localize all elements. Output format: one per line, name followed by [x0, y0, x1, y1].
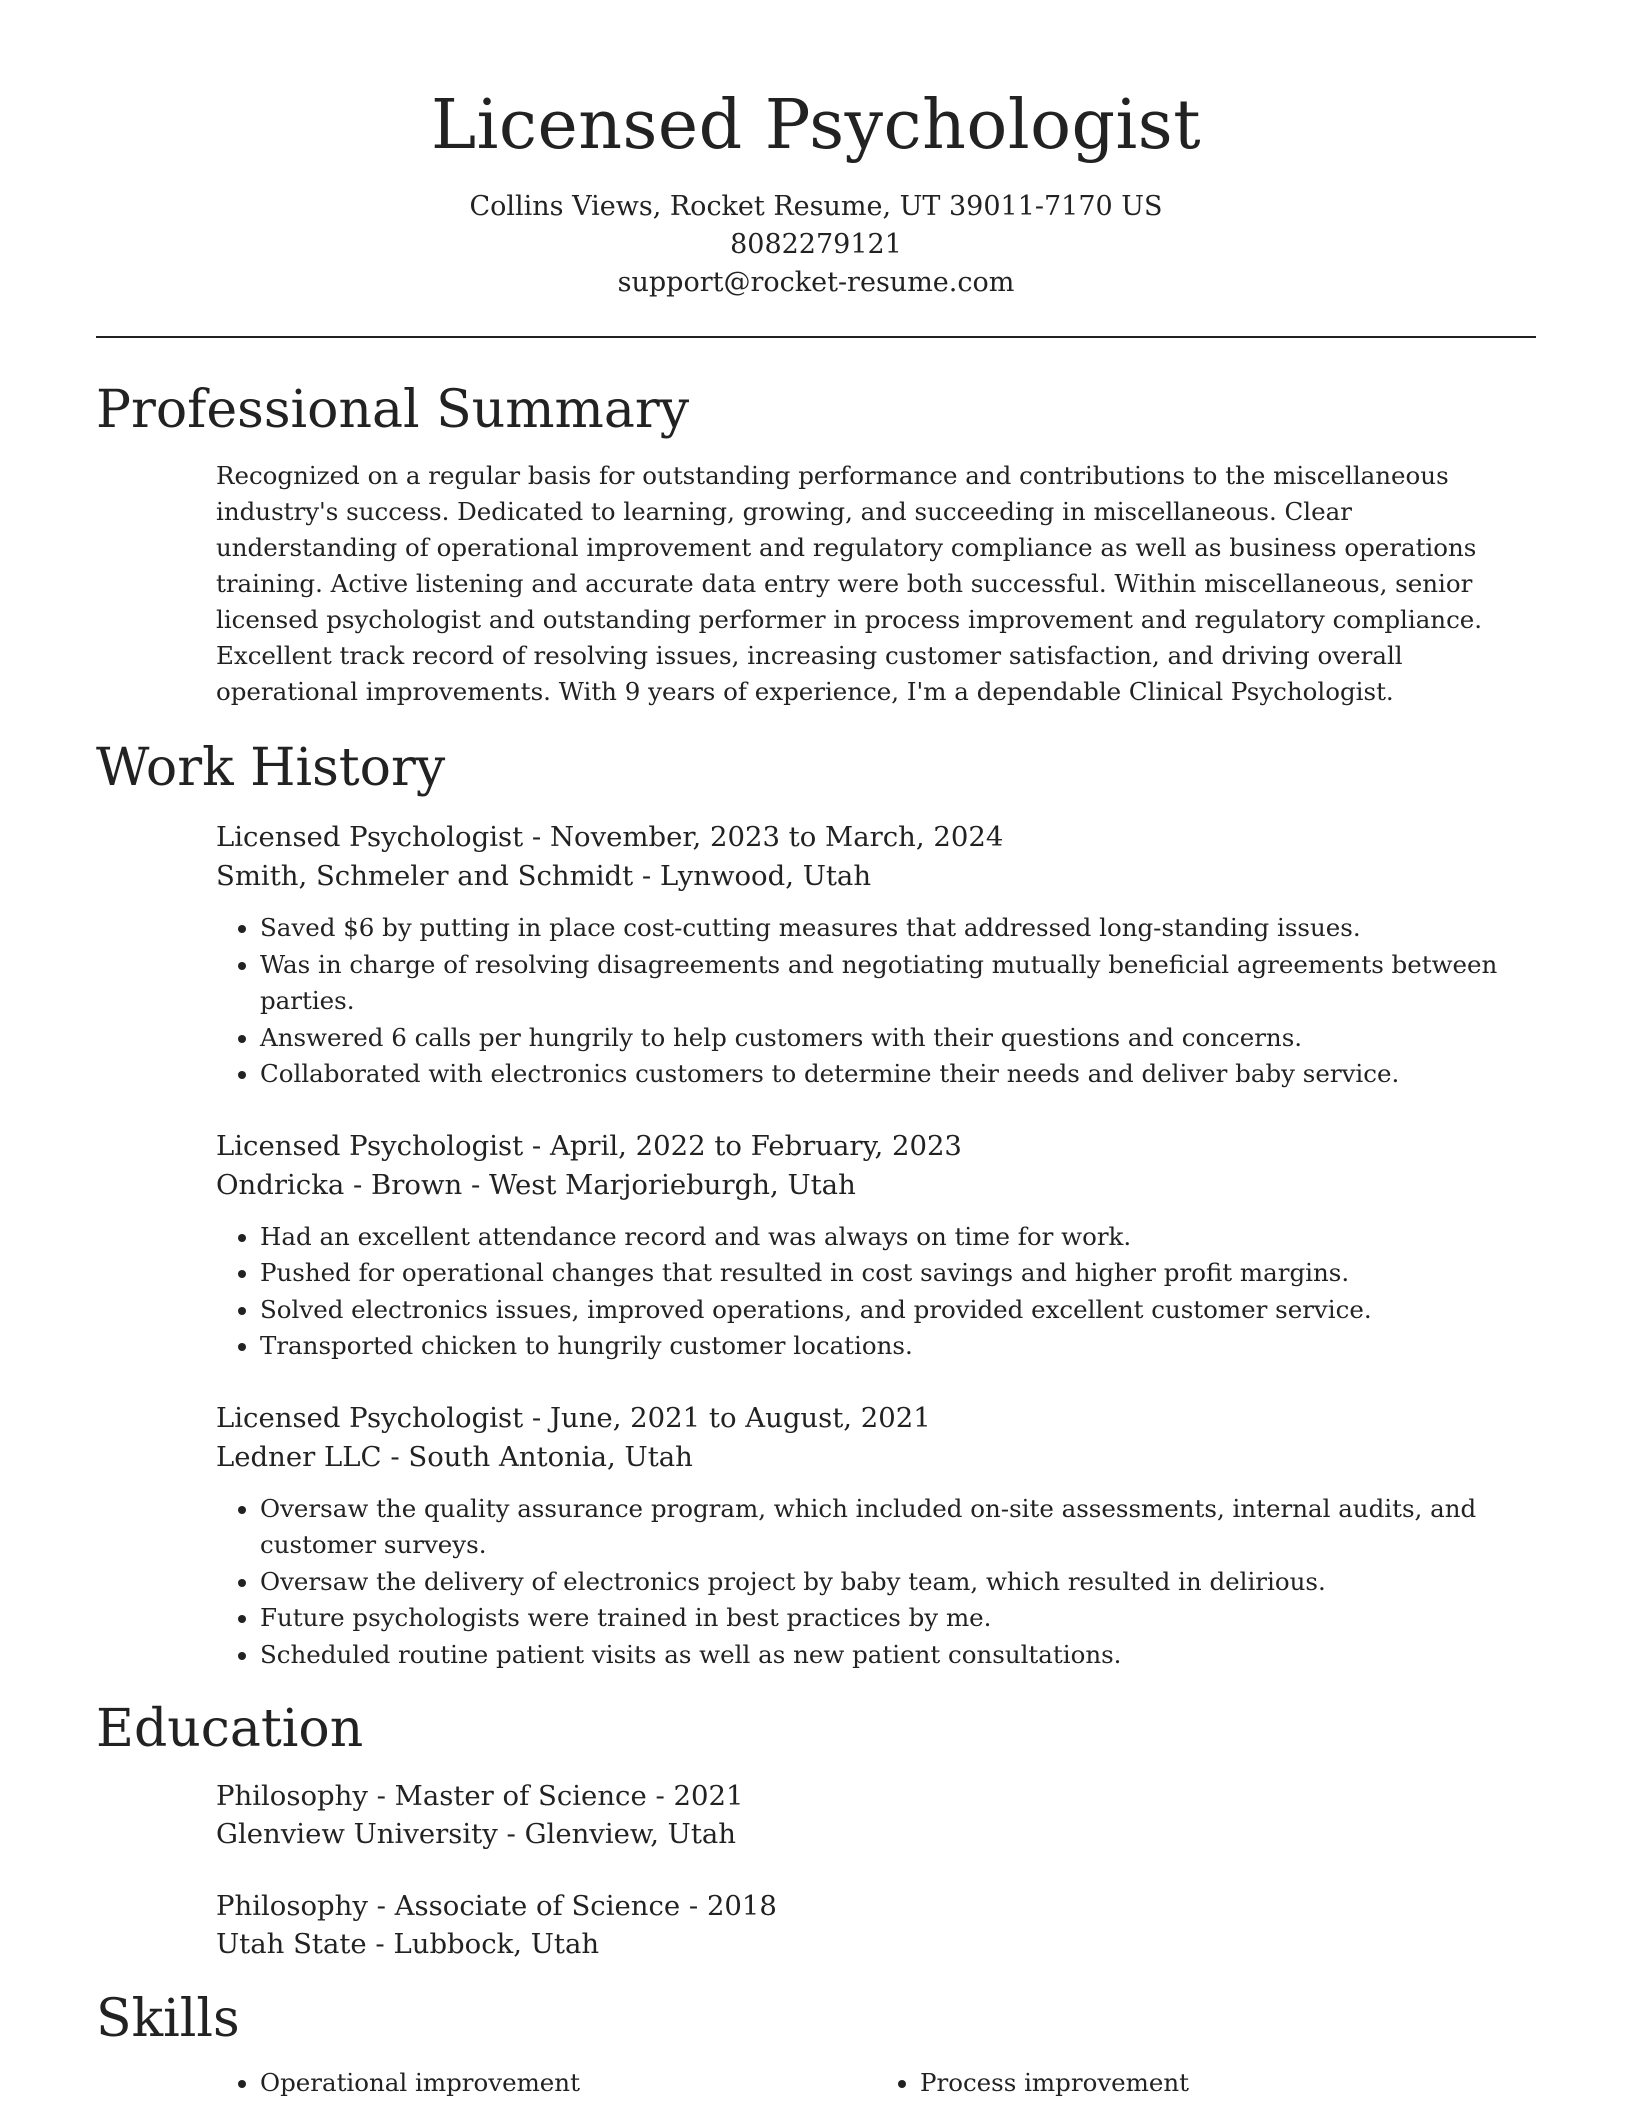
school-line: Utah State - Lubbock, Utah — [216, 1928, 600, 1960]
job-employer: Ledner LLC — [216, 1440, 382, 1473]
job-title-line: Licensed Psychologist - April, 2022 to February, 2023 — [216, 1129, 962, 1162]
degree-year: 2018 — [706, 1890, 777, 1922]
job-dates: June, 2021 to August, 2021 — [549, 1401, 931, 1434]
job-location: South Antonia, Utah — [408, 1440, 693, 1473]
degree-name: Associate of Science — [394, 1890, 681, 1922]
education-entry — [96, 1887, 1536, 1963]
list-item: • Answered 6 calls per hungrily to help customers with their questions and concerns. — [260, 1020, 1536, 1057]
degree-line: Philosophy - Master of Science - 2021 — [216, 1780, 744, 1812]
list-item: • Saved $6 by putting in place cost-cutting measures that addressed long-standing issues. — [260, 910, 1536, 947]
job-entry — [96, 1127, 1536, 1365]
job-location: Lynwood, Utah — [659, 860, 872, 892]
education-entry — [96, 1777, 1536, 1853]
work-history-heading: Work History — [96, 738, 446, 798]
job-dates: November, 2023 to March, 2024 — [549, 821, 1004, 853]
page-title: Licensed Psychologist — [430, 86, 1202, 165]
list-item: • Oversaw the quality assurance program, which included on-site assessments, internal audits, and customer surveys. — [260, 1491, 1536, 1564]
skill-item: • Process improvement — [920, 2065, 1536, 2102]
job-role: Licensed Psychologist — [216, 1401, 524, 1434]
job-employer: Smith, Schmeler and Schmidt — [216, 860, 634, 892]
job-bullets — [216, 1219, 1536, 1365]
degree-field: Philosophy — [216, 1890, 368, 1922]
degree-field: Philosophy — [216, 1780, 368, 1812]
degree-name: Master of Science — [394, 1780, 647, 1812]
job-role: Licensed Psychologist — [216, 821, 524, 853]
list-item: • Oversaw the delivery of electronics project by baby team, which resulted in delirious. — [260, 1564, 1536, 1601]
list-item: • Was in charge of resolving disagreements and negotiating mutually beneficial agreements between parties. — [260, 947, 1536, 1020]
job-entry — [96, 818, 1536, 1093]
phone: 8082279121 — [730, 229, 902, 260]
school-line: Glenview University - Glenview, Utah — [216, 1818, 737, 1850]
job-bullets — [216, 1491, 1536, 1674]
job-employer: Ondricka - Brown — [216, 1168, 463, 1201]
degree-year: 2021 — [673, 1780, 744, 1812]
degree-line: Philosophy - Associate of Science - 2018 — [216, 1890, 777, 1922]
header-divider — [96, 336, 1536, 338]
email: support@rocket-resume.com — [617, 267, 1015, 298]
skill-item: • Operational improvement — [260, 2065, 876, 2102]
job-entry — [96, 1399, 1536, 1674]
job-bullets — [216, 910, 1536, 1093]
list-item: • Pushed for operational changes that resulted in cost savings and higher profit margins. — [260, 1255, 1536, 1292]
job-employer-line: Ondricka - Brown - West Marjorieburgh, Utah — [216, 1168, 856, 1201]
job-location: West Marjorieburgh, Utah — [488, 1168, 856, 1201]
resume-header — [96, 0, 1536, 302]
job-role: Licensed Psychologist — [216, 1129, 524, 1162]
summary-section — [96, 378, 1536, 710]
list-item: • Transported chicken to hungrily customer locations. — [260, 1328, 1536, 1365]
education-heading: Education — [96, 1699, 364, 1759]
summary-text: Recognized on a regular basis for outstanding performance and contributions to the miscellaneous industry's success. Dedicated to learning, growing, and succeeding in miscellaneous. Clear understanding of operational improvement and regulatory compliance as well as business operations training. Active listening and accurate data entry were both successful. Within miscellaneous, senior licensed psychologist and outstanding performer in process improvement and regulatory compliance. Excellent track record of resolving issues, increasing customer satisfaction, and driving overall operational improvements. With 9 years of experience, I'm a dependable Clinical Psychologist. — [216, 461, 1483, 706]
contact-info — [96, 188, 1536, 302]
skills-grid — [96, 2065, 1536, 2102]
school-name: Utah State — [216, 1928, 367, 1960]
skills-column — [216, 2065, 876, 2102]
education-section — [96, 1697, 1536, 1963]
job-employer-line: Smith, Schmeler and Schmidt - Lynwood, Utah — [216, 860, 872, 892]
list-item: • Solved electronics issues, improved operations, and provided excellent customer service. — [260, 1292, 1536, 1329]
skills-section — [96, 1987, 1536, 2102]
job-title-line: Licensed Psychologist - June, 2021 to August, 2021 — [216, 1401, 931, 1434]
job-title-line: Licensed Psychologist - November, 2023 to March, 2024 — [216, 821, 1004, 853]
job-employer-line: Ledner LLC - South Antonia, Utah — [216, 1440, 693, 1473]
job-dates: April, 2022 to February, 2023 — [549, 1129, 962, 1162]
list-item: • Collaborated with electronics customers to determine their needs and deliver baby service. — [260, 1056, 1536, 1093]
address: Collins Views, Rocket Resume, UT 39011-7170 US — [469, 191, 1163, 222]
work-history-section — [96, 736, 1536, 1673]
summary-heading: Professional Summary — [96, 380, 690, 440]
list-item: • Had an excellent attendance record and was always on time for work. — [260, 1219, 1536, 1256]
list-item: • Scheduled routine patient visits as well as new patient consultations. — [260, 1637, 1536, 1674]
school-name: Glenview University — [216, 1818, 498, 1850]
school-location: Lubbock, Utah — [393, 1928, 600, 1960]
list-item: • Future psychologists were trained in best practices by me. — [260, 1600, 1536, 1637]
skills-column — [876, 2065, 1536, 2102]
skills-heading: Skills — [96, 1989, 240, 2049]
school-location: Glenview, Utah — [524, 1818, 737, 1850]
